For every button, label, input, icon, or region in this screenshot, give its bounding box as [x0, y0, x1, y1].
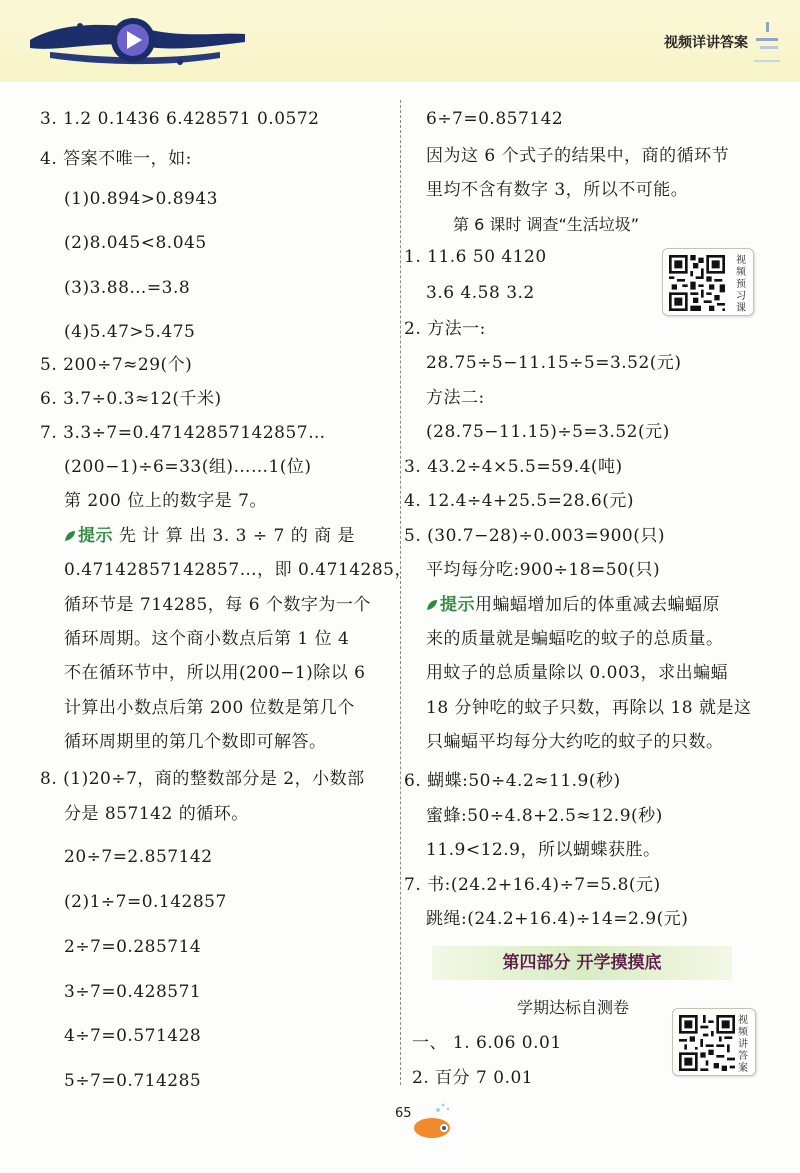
answer-8-line8: 5÷7=0.714285: [64, 1071, 202, 1091]
answer-8: 8. (1)20÷7，商的整数部分是 2，小数部: [40, 769, 365, 789]
header-ornament-icon: [752, 20, 782, 70]
test-answer-2: 2. 百分 7 0.01: [412, 1068, 534, 1088]
page-number: 65: [395, 1106, 412, 1121]
answer-8-line3: 20÷7=2.857142: [64, 847, 213, 867]
qr-code-icon: [669, 255, 725, 311]
tip-1-line4: 循环周期。这个商小数点后第 1 位 4: [64, 629, 350, 649]
answer-8-line5: 2÷7=0.285714: [64, 937, 202, 957]
tip-text-2: 用蝙蝠增加后的体重减去蝙蝠原: [475, 595, 720, 615]
conclusion-line2: 里均不含有数字 3，所以不可能。: [426, 180, 689, 200]
answer-r5-line2: 平均每分吃:900÷18=50(只): [426, 560, 661, 580]
answer-r2-line3: 方法二:: [426, 388, 485, 408]
answer-r6-line3: 11.9<12.9，所以蝴蝶获胜。: [426, 840, 661, 860]
answer-4: 4. 答案不唯一，如:: [40, 149, 192, 169]
tip-1-line6: 计算出小数点后第 200 位数是第几个: [64, 698, 355, 718]
answer-r4: 4. 12.4÷4+25.5=28.6(元): [404, 491, 634, 511]
tip-2-line2: 来的质量就是蝙蝠吃的蚊子的总质量。: [426, 629, 724, 649]
answer-r6-line2: 蜜蜂:50÷4.8+2.5≈12.9(秒): [426, 806, 663, 826]
test-answer-1: [412, 1031, 562, 1055]
leaf-icon: [426, 599, 438, 611]
leaf-icon: [64, 530, 76, 542]
answer-8-line2: 分是 857142 的循环。: [64, 804, 249, 824]
answer-8-line6: 3÷7=0.428571: [64, 982, 202, 1002]
answer-7: 7. 3.3÷7=0.47142857142857…: [40, 423, 326, 443]
qr-code-icon: [679, 1015, 735, 1071]
tip-1-line7: 循环周期里的第几个数即可解答。: [64, 732, 327, 752]
answer-7-line3: 第 200 位上的数字是 7。: [64, 491, 267, 511]
qr-label: 视频讲答案: [738, 1015, 748, 1074]
answer-8-line7: 4÷7=0.571428: [64, 1026, 202, 1046]
tip-label: 提示: [440, 595, 475, 615]
tip-2-line3: 用蚊子的总质量除以 0.003，求出蝙蝠: [426, 663, 729, 683]
answer-r7: 7. 书:(24.2+16.4)÷7=5.8(元): [404, 875, 661, 895]
answer-4-4: (4)5.47>5.475: [64, 322, 196, 342]
answer-r2-line4: (28.75−11.15)÷5=3.52(元): [426, 422, 670, 442]
lesson-title: 第 6 课时 调查“生活垃圾”: [453, 215, 640, 234]
tip-text-1: 先 计 算 出 3. 3 ÷ 7 的 商 是: [118, 526, 356, 546]
tip-2-line4: 18 分钟吃的蚊子只数，再除以 18 就是这: [426, 698, 752, 718]
answer-r7-line2: 跳绳:(24.2+16.4)÷14=2.9(元): [426, 909, 689, 929]
tip-label: 提示: [78, 526, 113, 546]
header-title: 视频详讲答案: [664, 35, 748, 51]
column-divider: [400, 100, 401, 1085]
answer-r2-line2: 28.75÷5−11.15÷5=3.52(元): [426, 353, 682, 373]
tip-1-line3: 循环节是 714285，每 6 个数字为一个: [64, 595, 371, 615]
answer-r1: 1. 11.6 50 4120: [404, 247, 547, 267]
test-title: 学期达标自测卷: [517, 998, 630, 1017]
answer-r6: 6. 蝴蝶:50÷4.2≈11.9(秒): [404, 771, 621, 791]
answer-r5: 5. (30.7−28)÷0.003=900(只): [404, 526, 665, 546]
tip-1-line2: 0.47142857142857…，即 0.4714285，: [64, 560, 412, 580]
tip-2-line5: 只蝙蝠平均每分大约吃的蚊子的只数。: [426, 732, 724, 752]
answer-6: 6. 3.7÷0.3≈12(千米): [40, 389, 222, 409]
video-logo-icon: [20, 12, 250, 72]
answer-r1-line2: 3.6 4.58 3.2: [426, 283, 535, 303]
answer-8-line9: 6÷7=0.857142: [426, 109, 564, 129]
part-banner: 第四部分 开学摸摸底: [432, 946, 732, 980]
tip-2: [426, 593, 720, 617]
tip-1-line5: 不在循环节中，所以用(200−1)除以 6: [64, 663, 366, 683]
answer-4-1: (1)0.894>0.8943: [64, 189, 218, 209]
answer-r2: 2. 方法一:: [404, 319, 486, 339]
tip-1: [64, 524, 355, 548]
test-answer-1-text: 一、 1. 6.06 0.01: [412, 1033, 562, 1053]
qr-label: 视频预习课: [736, 255, 746, 314]
page-header: [0, 0, 800, 82]
answer-4-2: (2)8.045<8.045: [64, 233, 207, 253]
answer-5: 5. 200÷7≈29(个): [40, 355, 193, 375]
qr-code-preview[interactable]: [662, 248, 754, 316]
answer-3: 3. 1.2 0.1436 6.428571 0.0572: [40, 109, 320, 129]
conclusion-line1: 因为这 6 个式子的结果中，商的循环节: [426, 146, 730, 166]
qr-code-answers[interactable]: [672, 1008, 756, 1076]
answer-8-line4: (2)1÷7=0.142857: [64, 892, 227, 912]
answer-4-3: (3)3.88…=3.8: [64, 278, 191, 298]
answer-7-line2: (200−1)÷6=33(组)……1(位): [64, 457, 312, 477]
answer-r3: 3. 43.2÷4×5.5=59.4(吨): [404, 457, 623, 477]
